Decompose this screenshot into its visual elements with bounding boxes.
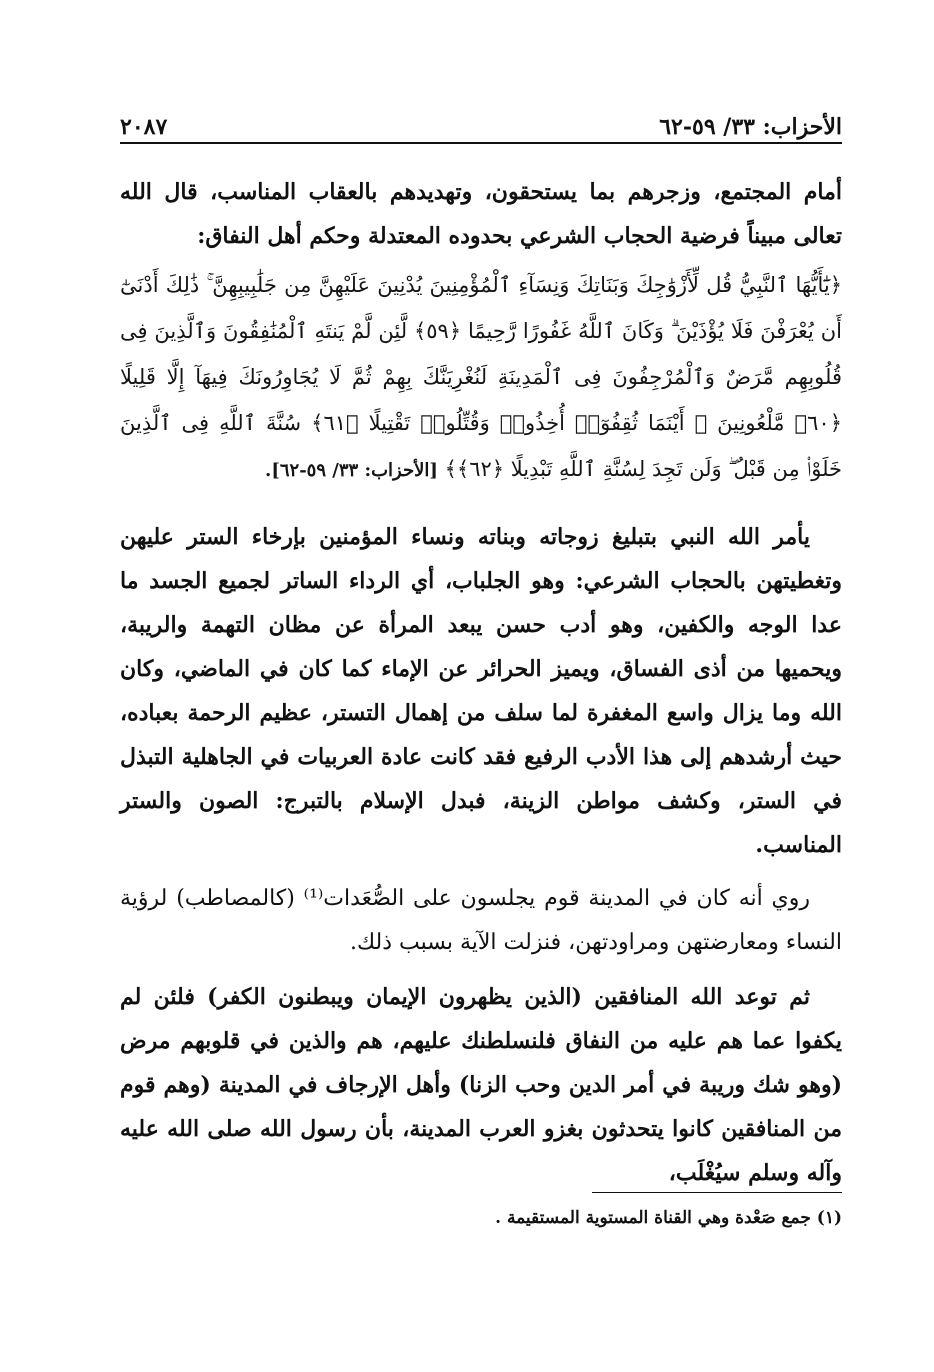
body-paragraph: روي أنه كان في المدينة قوم يجلسون على الصُّعَدات⁽¹⁾ (كالمصاطب) لرؤية النساء ومعارضتهن ومراودتهن، فنزلت الآية بسبب ذلك.	[120, 886, 842, 955]
page-number: ٢٠٨٧	[120, 114, 168, 140]
quran-reference: [الأحزاب: ٣٣/ ٥٩-٦٢].	[265, 460, 438, 481]
quran-text: ﴿يَٰٓأَيُّهَا ٱلنَّبِيُّ قُل لِّأَزْوَٰجِكَ وَبَنَاتِكَ وَنِسَآءِ ٱلْمُؤْمِنِينَ يُدْنِينَ عَلَيْهِنَّ مِن جَلَٰبِيبِهِنَّ ۚ ذَٰلِكَ أَدْنَىٰٓ أَن يُعْرَفْنَ فَلَا يُؤْذَيْنَ ۗ وَكَانَ ٱللَّهُ غَفُورًا رَّحِيمًا ﴿٥٩﴾ لَّئِن لَّمْ يَنتَهِ ٱلْمُنَٰفِقُونَ وَٱلَّذِينَ فِى قُلُوبِهِم مَّرَضٌ وَٱلْمُرْجِفُونَ فِى ٱلْمَدِينَةِ لَنُغْرِيَنَّكَ بِهِمْ ثُمَّ لَا يُجَاوِرُونَكَ فِيهَآ إِلَّا قَلِيلًا ﴿٦٠﴾ مَّلْعُونِينَ ۖ أَيْنَمَا ثُقِفُوٓا۟ أُخِذُوا۟ وَقُتِّلُوا۟ تَقْتِيلًا ﴿٦١﴾ سُنَّةَ ٱللَّهِ فِى ٱلَّذِينَ خَلَوْا۟ مِن قَبْلُ ۖ وَلَن تَجِدَ لِسُنَّةِ ٱللَّهِ تَبْدِيلًا ﴿٦٢﴾﴾	[120, 273, 843, 481]
footnote-divider	[592, 1192, 842, 1193]
quran-verses	[120, 262, 842, 494]
intro-paragraph: أمام المجتمع، وزجرهم بما يستحقون، وتهديدهم بالعقاب المناسب، قال الله تعالى مبيناً فرضية الحجاب الشرعي بحدوده المعتدلة وحكم أهل النفاق:	[120, 179, 842, 249]
footnote: (١) جمع صَعْدة وهي القناة المستوية المستقيمة .	[495, 1208, 842, 1228]
surah-reference: الأحزاب: ٣٣/ ٥٩-٦٢	[659, 114, 842, 140]
body-paragraph: يأمر الله النبي بتبليغ زوجاته وبناته ونساء المؤمنين بإرخاء الستر عليهن وتغطيتهن بالحجاب الشرعي: وهو الجلباب، أي الرداء الساتر لجميع الجسد ما عدا الوجه والكفين، وهو أدب حسن يبعد المرأة عن مظان التهمة والريبة، ويحميها من أذى الفساق، ويميز الحرائر عن الإماء كما كان في الماضي، وكان الله وما يزال واسع المغفرة لما سلف من إهمال التستر، عظيم الرحمة بعباده، حيث أرشدهم إلى هذا الأدب الرفيع فقد كانت عادة العربيات في الجاهلية التبذل في الستر، وكشف مواطن الزينة، فبدل الإسلام بالتبرج: الصون والستر المناسب.	[120, 524, 842, 858]
book-page	[120, 112, 842, 1262]
page-header	[120, 112, 842, 144]
body-paragraph: ثم توعد الله المنافقين (الذين يظهرون الإيمان ويبطنون الكفر) فلئن لم يكفوا عما هم عليه من النفاق فلنسلطنك عليهم، هم والذين في قلوبهم مرض (وهو شك وريبة في أمر الدين وحب الزنا) وأهل الإرجاف في المدينة (وهم قوم من المنافقين كانوا يتحدثون بغزو العرب المدينة، بأن رسول الله صلى الله عليه وآله وسلم سيُغْلَب،	[120, 984, 842, 1186]
